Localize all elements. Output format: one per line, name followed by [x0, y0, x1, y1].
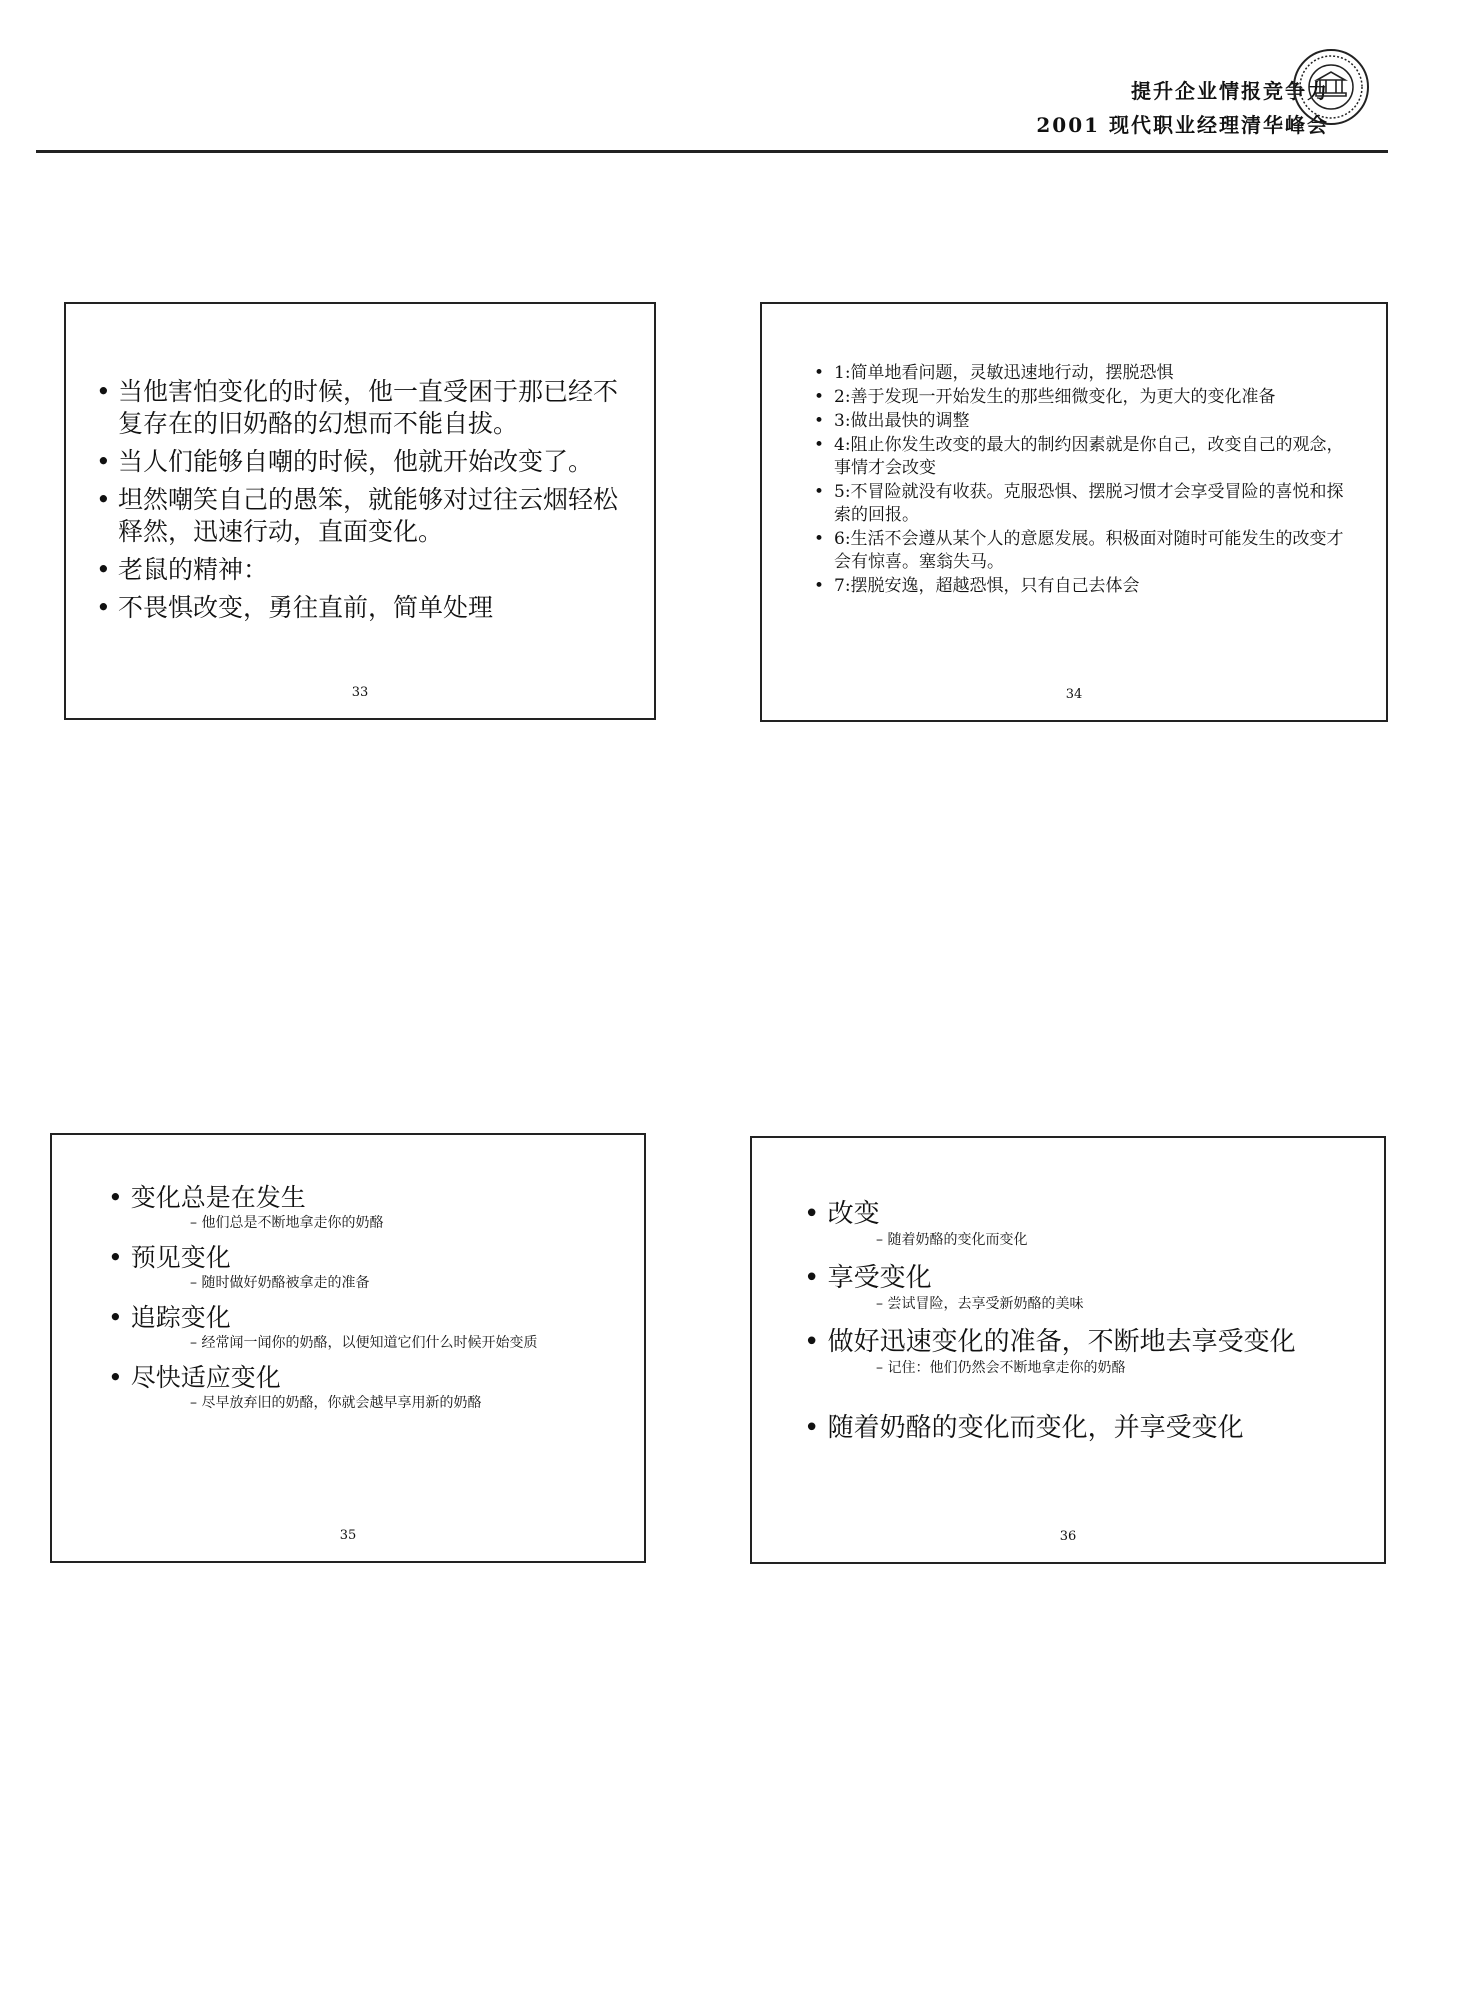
list-item: • 改变 – 随着奶酪的变化而变化	[804, 1198, 1364, 1250]
bullet-sub: – 随时做好奶酪被拿走的准备	[190, 1275, 370, 1291]
header-title	[1036, 74, 1329, 142]
bullet-main: 预见变化	[130, 1243, 231, 1272]
bullet-main: 随着奶酪的变化而变化，并享受变化	[827, 1413, 1244, 1443]
slide-number: 33	[351, 685, 369, 700]
header-divider	[36, 150, 1388, 153]
slide-number: 34	[1065, 687, 1083, 702]
bullet-main: 追踪变化	[130, 1303, 231, 1332]
slide-34	[760, 302, 1388, 722]
page-header	[0, 0, 1469, 160]
list-item: • 享受变化 – 尝试冒险，去享受新奶酪的美味	[804, 1262, 1364, 1314]
slide-35	[50, 1133, 646, 1563]
list-item: • 1:简单地看问题，灵敏迅速地行动，摆脱恐惧	[814, 363, 1174, 383]
list-item: • 老鼠的精神：	[96, 555, 269, 584]
slide-33-bullets	[96, 376, 628, 630]
slide-33	[64, 302, 656, 720]
list-item: • 当人们能够自嘲的时候，他就开始改变了。	[96, 447, 594, 476]
bullet-main: 尽快适应变化	[130, 1363, 281, 1392]
list-item: • 尽快适应变化 – 尽早放弃旧的奶酪，你就会越早享用新的奶酪	[108, 1363, 628, 1413]
list-item: • 当他害怕变化的时候，他一直受困于那已经不复存在的旧奶酪的幻想而不能自拔。	[96, 377, 619, 438]
list-item: • 7:摆脱安逸，超越恐惧，只有自己去体会	[814, 576, 1140, 596]
bullet-main: 做好迅速变化的准备，不断地去享受变化	[827, 1327, 1296, 1357]
list-item: • 不畏惧改变，勇往直前，简单处理	[96, 593, 494, 622]
list-item: • 做好迅速变化的准备，不断地去享受变化 – 记住：他们仍然会不断地拿走你的奶酪	[804, 1326, 1364, 1378]
bullet-main: 变化总是在发生	[130, 1183, 306, 1212]
slide-36	[750, 1136, 1386, 1564]
list-item: • 坦然嘲笑自己的愚笨，就能够对过往云烟轻松释然，迅速行动，直面变化。	[96, 485, 619, 546]
bullet-sub: – 他们总是不断地拿走你的奶酪	[190, 1215, 384, 1231]
list-item: • 3:做出最快的调整	[814, 411, 970, 431]
slide-34-bullets	[814, 362, 1354, 599]
list-item: • 变化总是在发生 – 他们总是不断地拿走你的奶酪	[108, 1183, 628, 1233]
header-line-1: 提升企业情报竞争力	[1131, 79, 1329, 103]
bullet-sub: – 尽早放弃旧的奶酪，你就会越早享用新的奶酪	[190, 1395, 482, 1411]
list-item: • 4:阻止你发生改变的最大的制约因素就是你自己，改变自己的观念，事情才会改变	[814, 435, 1344, 478]
list-item: • 2:善于发现一开始发生的那些细微变化，为更大的变化准备	[814, 387, 1276, 407]
list-item: • 随着奶酪的变化而变化，并享受变化	[804, 1413, 1244, 1443]
list-item: • 预见变化 – 随时做好奶酪被拿走的准备	[108, 1243, 628, 1293]
bullet-sub: – 随着奶酪的变化而变化	[876, 1232, 1028, 1248]
header-line-2: 2001 现代职业经理清华峰会	[1036, 113, 1329, 137]
list-item: • 追踪变化 – 经常闻一闻你的奶酪，以便知道它们什么时候开始变质	[108, 1303, 628, 1353]
slide-number: 36	[1059, 1529, 1077, 1544]
bullet-main: 享受变化	[827, 1263, 932, 1293]
list-item: • 5:不冒险就没有收获。克服恐惧、摆脱习惯才会享受冒险的喜悦和探索的回报。	[814, 482, 1344, 525]
slide-number: 35	[339, 1528, 357, 1543]
bullet-main: 改变	[827, 1199, 880, 1229]
university-seal-icon	[1292, 48, 1370, 126]
bullet-sub: – 经常闻一闻你的奶酪，以便知道它们什么时候开始变质	[190, 1335, 538, 1351]
list-item: • 6:生活不会遵从某个人的意愿发展。积极面对随时可能发生的改变才会有惊喜。塞翁失马。	[814, 529, 1344, 572]
bullet-sub: – 尝试冒险，去享受新奶酪的美味	[876, 1296, 1084, 1312]
bullet-sub: – 记住：他们仍然会不断地拿走你的奶酪	[876, 1360, 1126, 1376]
